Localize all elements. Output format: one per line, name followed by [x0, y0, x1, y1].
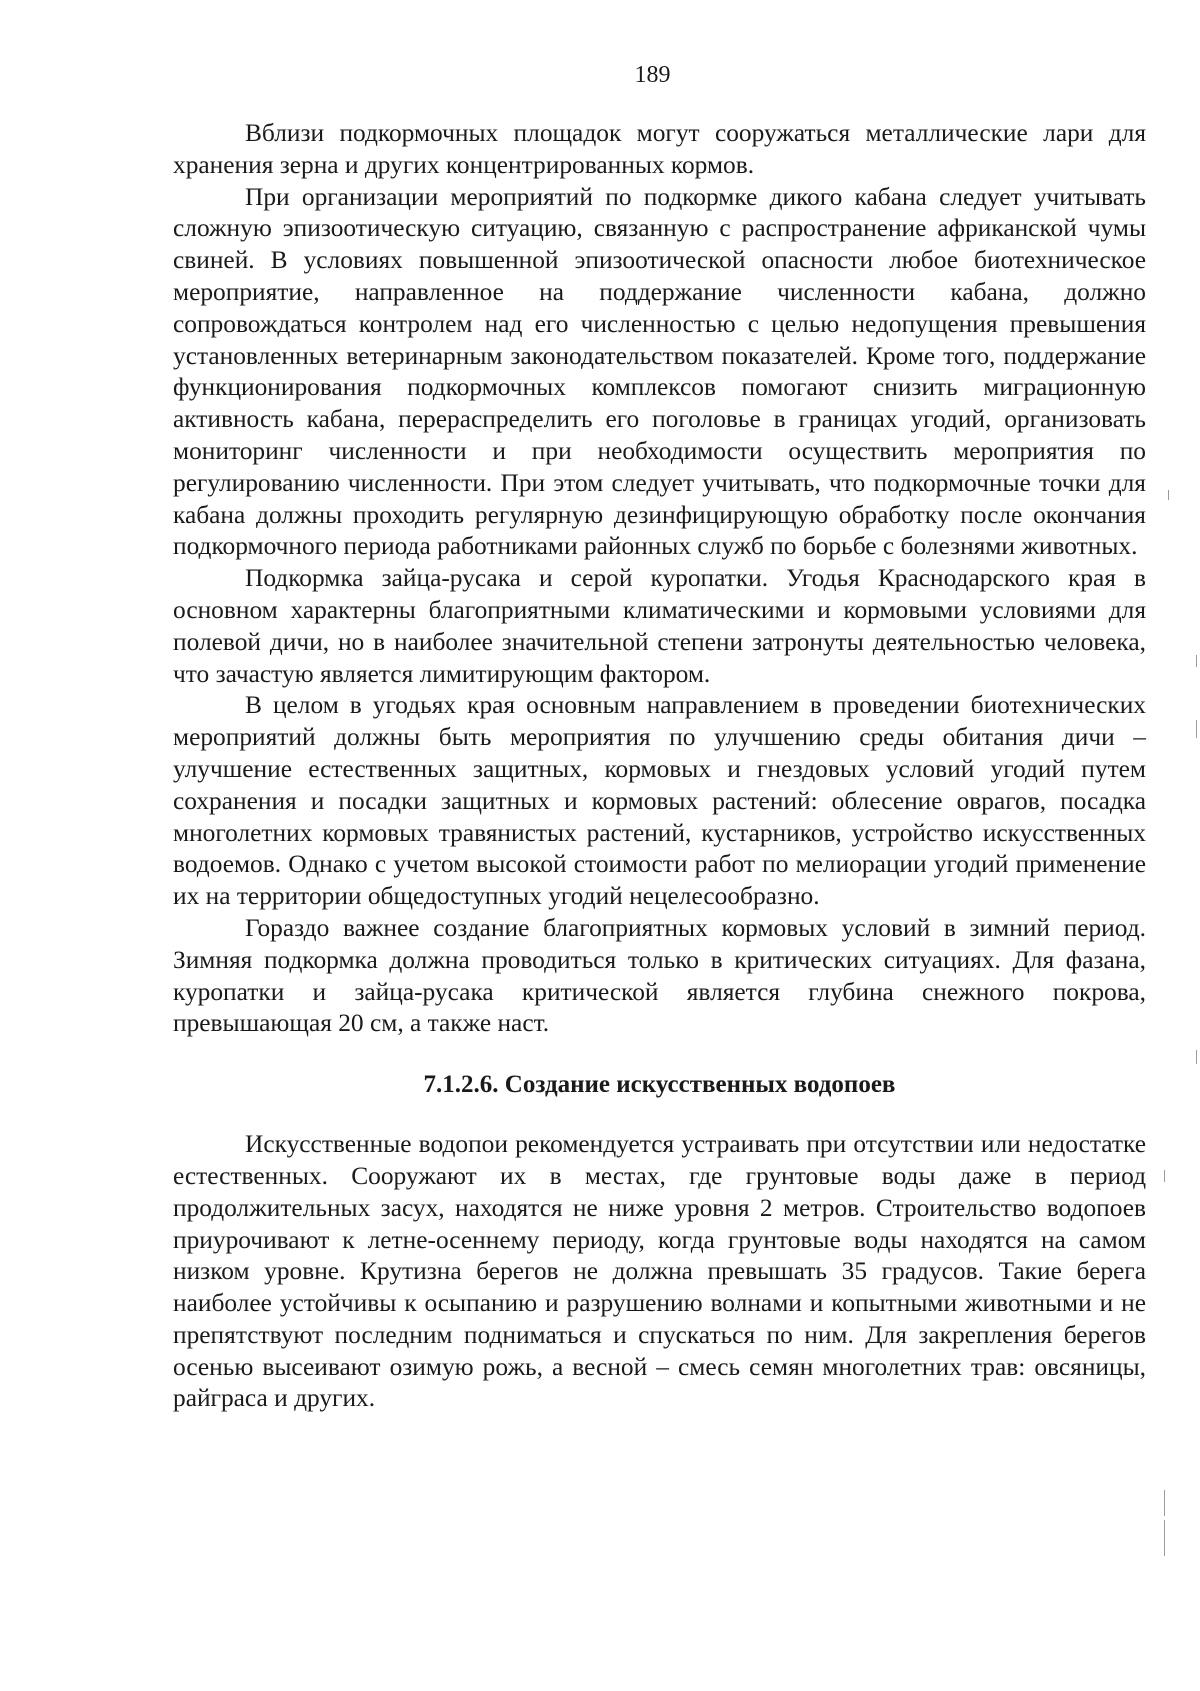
scan-artifact — [1164, 1490, 1165, 1516]
paragraph-habitat-improvement: В целом в угодьях края основным направлением в проведении биотехнических мероприятий должны быть мероприятия по улучшению среды обитания дичи – улучшение естественных защитных, кормовых и гнездовых условий угодий путем сохранения и посадки защитных и кормовых растений: облесение оврагов, посадка многолетних кормовых травянистых растений, кустарников, устройство искусственных водоемов. Однако с учетом высокой стоимости работ по мелиорации угодий применение их на территории общедоступных угодий нецелесообразно. — [173, 691, 1146, 911]
page-number: 189 — [634, 62, 671, 88]
scan-artifact — [1164, 1520, 1165, 1556]
scan-artifact — [1168, 490, 1169, 500]
scan-artifact — [1196, 655, 1197, 667]
paragraph-artificial-watering: Искусственные водопои рекомендуется устраивать при отсутствии или недостатке естественных. Сооружают их в местах, где грунтовые воды даже в период продолжительных засух, находятся не ниже уровня 2 метров. Строительство водопоев приурочивают к летне-осеннему периоду, когда грунтовые воды находятся на самом низком уровне. Крутизна берегов не должна превышать 35 градусов. Такие берега наиболее устойчивы к осыпанию и разрушению волнами и копытными животными и не препятствуют последним подниматься и спускаться по ним. Для закрепления берегов осенью высеивают озимую рожь, а весной – смесь семян многолетних трав: овсяницы, райграса и других. — [173, 1130, 1146, 1413]
paragraph-winter-feeding: Гораздо важнее создание благоприятных кормовых условий в зимний период. Зимняя подкормка должна проводиться только в критических ситуациях. Для фазана, куропатки и зайца-русака критической является глубина снежного покрова, превышающая 20 см, а также наст. — [173, 913, 1146, 1038]
scan-artifact — [1196, 1050, 1197, 1064]
paragraph-hare-partridge-feeding: Подкормка зайца-русака и серой куропатки. Угодья Краснодарского края в основном характерны благоприятными климатическими и кормовыми условиями для полевой дичи, но в наиболее значительной степени затронуты деятельностью человека, что зачастую является лимитирующим фактором. — [173, 564, 1146, 688]
paragraph-wild-boar-feeding: При организации мероприятий по подкормке дикого кабана следует учитывать сложную эпизоотическую ситуацию, связанную с распространение африканской чумы свиней. В условиях повышенной эпизоотической опасности любое биотехническое мероприятие, направленное на поддержание численности кабана, должно сопровождаться контролем над его численностью с целью недопущения превышения установленных ветеринарным законодательством показателей. Кроме того, поддержание функционирования подкормочных комплексов помогают снизить миграционную активность кабана, перераспределить его поголовье в границах угодий, организовать мониторинг численности и при необходимости осуществить мероприятия по регулированию численности. При этом следует учитывать, что подкормочные точки для кабана должны проходить регулярную дезинфицирующую обработку после окончания подкормочного периода работниками районных служб по борьбе с болезнями животных. — [173, 182, 1146, 561]
scan-artifact — [1164, 1170, 1165, 1182]
body-text — [173, 118, 1146, 1415]
paragraph-storage-bins: Вблизи подкормочных площадок могут сооружаться металлические лари для хранения зерна и других концентрированных кормов. — [173, 119, 1146, 179]
section-heading: 7.1.2.6. Создание искусственных водопоев — [423, 1071, 896, 1099]
scan-artifact — [1196, 720, 1197, 738]
